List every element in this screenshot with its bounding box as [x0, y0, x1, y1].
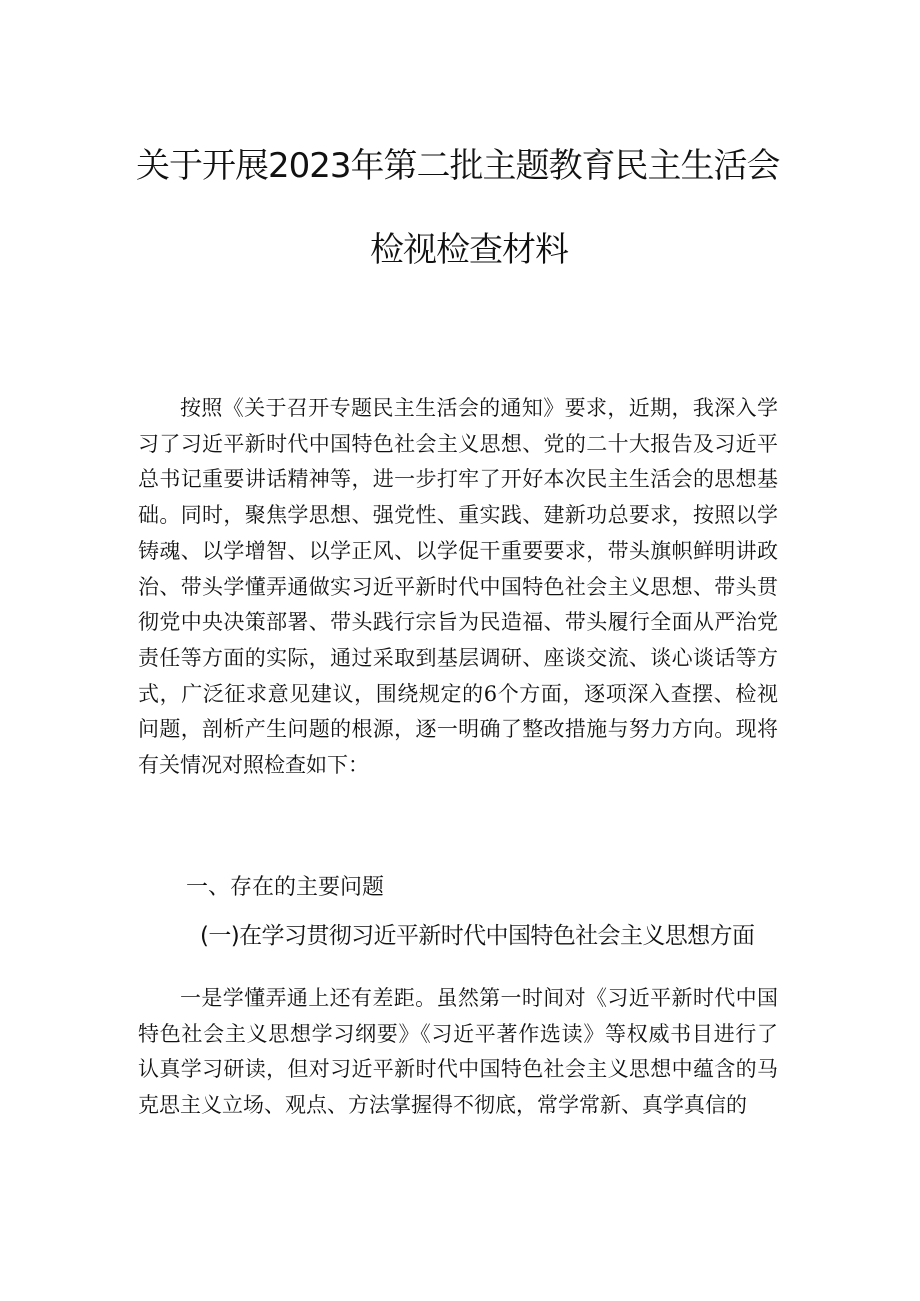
section-heading: 一、存在的主要问题 [186, 875, 385, 900]
subsection-heading: (一)在学习贯彻习近平新时代中国特色社会主义思想方面 [200, 923, 755, 949]
body-paragraph: 一是学懂弄通上还有差距。虽然第一时间对《习近平新时代中国特色社会主义思想学习纲要》《习近平著作选读》等权威书目进行了认真学习研读，但对习近平新时代中国特色社会主义思想中蕴含的马克思主义立场、观点、方法掌握得不彻底，常学常新、真学真信的 [138, 986, 778, 1118]
intro-paragraph: 按照《关于召开专题民主生活会的通知》要求，近期，我深入学习了习近平新时代中国特色社会主义思想、党的二十大报告及习近平总书记重要讲话精神等，进一步打牢了开好本次民主生活会的思想基础。同时，聚焦学思想、强党性、重实践、建新功总要求，按照以学铸魂、以学增智、以学正风、以学促干重要要求，带头旗帜鲜明讲政治、带头学懂弄通做实习近平新时代中国特色社会主义思想、带头贯彻党中央决策部署、带头践行宗旨为民造福、带头履行全面从严治党责任等方面的实际，通过采取到基层调研、座谈交流、谈心谈话等方式，广泛征求意见建议，围绕规定的6个方面，逐项深入查摆、检视问题，剖析产生问题的根源，逐一明确了整改措施与努力方向。现将有关情况对照检查如下： [138, 396, 778, 778]
document-title-line-2: 检视检查材料 [370, 230, 568, 270]
document-title-line-1: 关于开展2023年第二批主题教育民主生活会 [136, 146, 780, 186]
